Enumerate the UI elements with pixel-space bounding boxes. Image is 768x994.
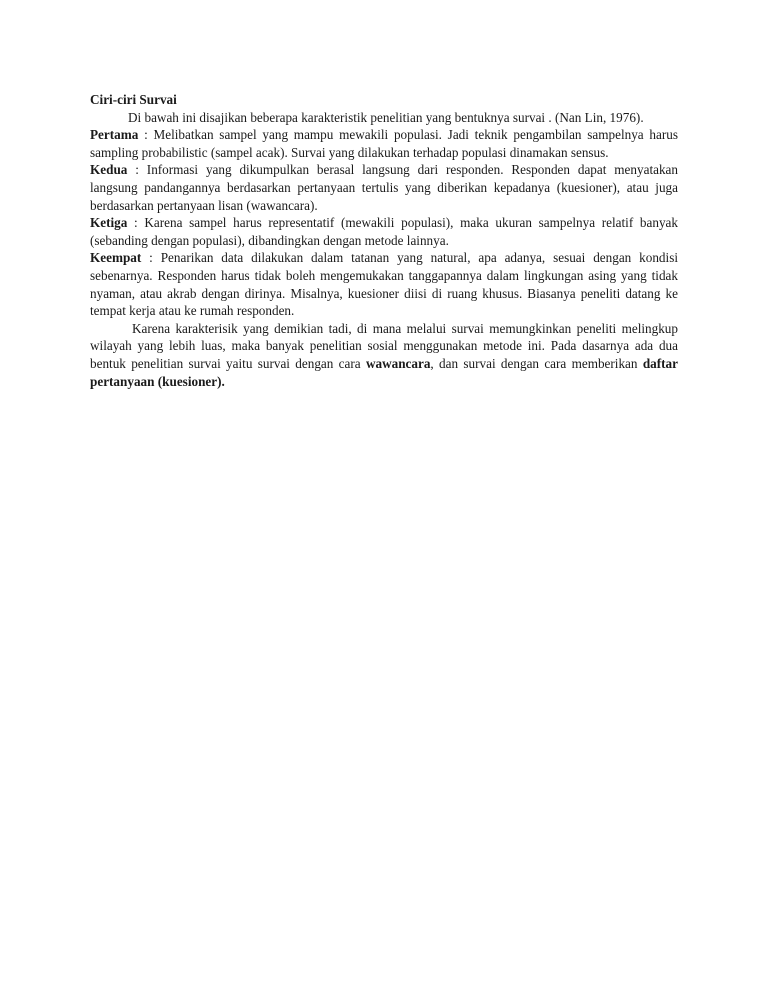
item-text: Penarikan data dilakukan dalam tatanan yang natural, apa adanya, sesuai dengan kondisi sebenarnya. Responden harus tidak boleh mengemukakan tanggapannya dalam lingkungan asing yang tidak nyaman, atau akrab dengan dirinya. Misalnya, kuesioner diisi di ruang khusus. Biasanya peneliti datang ke tempat kerja atau ke rumah responden. <box>90 250 678 319</box>
item-separator: : <box>127 215 145 231</box>
item-label: Keempat <box>90 250 142 266</box>
item-text: Melibatkan sampel yang mampu mewakili populasi. Jadi teknik pengambilan sampelnya harus sampling probabilistic (sampel acak). Survai yang dilakukan terhadap populasi dinamakan sensus. <box>90 127 678 160</box>
item-kedua <box>90 161 678 214</box>
closing-text-1: Karena karakterisik yang demikian tadi, di mana melalui survai memungkinkan peneliti melingkup wilayah yang lebih luas, maka banyak penelitian sosial menggunakan metode ini. Pada dasarnya ada dua bentuk penelitian survai yaitu survai dengan cara <box>90 320 678 371</box>
item-pertama <box>90 126 678 161</box>
item-label: Pertama <box>90 127 139 143</box>
item-label: Ketiga <box>90 215 128 231</box>
document-page <box>90 91 678 390</box>
item-separator: : <box>138 127 154 143</box>
item-text: Karena sampel harus representatif (mewakili populasi), maka ukuran sampelnya relatif banyak (sebanding dengan populasi), dibandingkan dengan metode lainnya. <box>90 215 678 248</box>
item-keempat <box>90 249 678 319</box>
intro-paragraph: Di bawah ini disajikan beberapa karakteristik penelitian yang bentuknya survai . (Nan Lin, 1976). <box>128 109 644 125</box>
closing-paragraph <box>90 320 678 390</box>
closing-bold-kuesioner: daftar pertanyaan (kuesioner). <box>90 355 678 389</box>
item-text: Informasi yang dikumpulkan berasal langsung dari responden. Responden dapat menyatakan langsung pandangannya berdasarkan pertanyaan tertulis yang diberikan kepadanya (kuesioner), atau juga berdasarkan pertanyaan lisan (wawancara). <box>90 162 678 213</box>
document-title: Ciri-ciri Survai <box>90 92 177 107</box>
item-separator: : <box>141 250 161 266</box>
item-ketiga <box>90 214 678 249</box>
closing-text-2: , dan survai dengan cara memberikan <box>430 355 643 371</box>
item-separator: : <box>127 162 147 178</box>
closing-bold-wawancara: wawancara <box>365 355 431 371</box>
item-label: Kedua <box>90 162 128 178</box>
